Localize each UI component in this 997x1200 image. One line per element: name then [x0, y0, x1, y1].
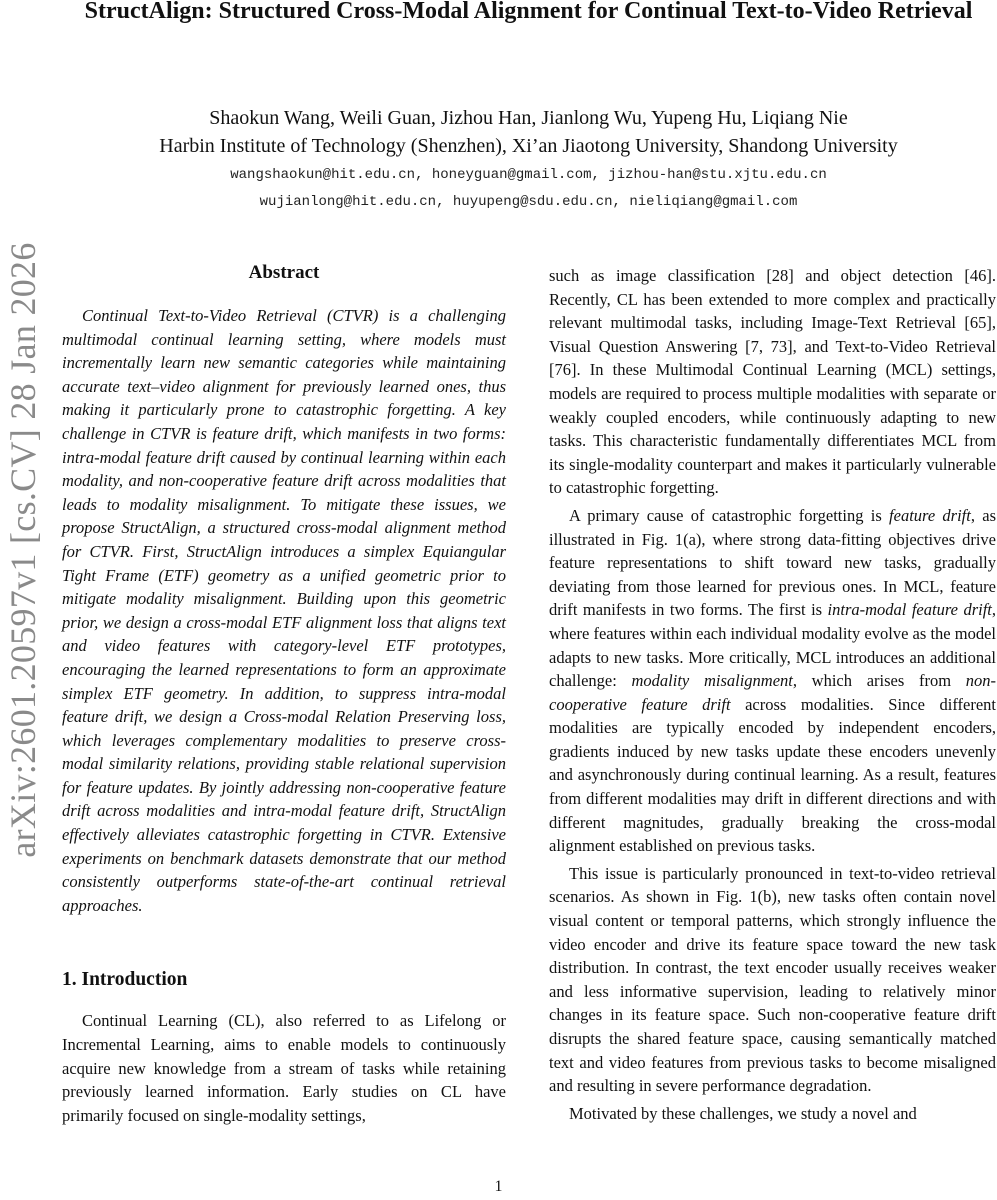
- page-number: 1: [494, 1178, 503, 1195]
- author-block: [60, 104, 997, 160]
- section-heading-introduction: 1. Introduction: [62, 969, 188, 991]
- abstract-text: Continual Text-to-Video Retrieval (CTVR) is a challenging multimodal continual learning setting, where models must incrementally learn new semantic categories while maintaining accurate text–video alignment for previously learned ones, thus making it particularly prone to catastrophic forgetting. A key challenge in CTVR is feature drift, which manifests in two forms: intra-modal feature drift caused by continual learning within each modality, and non-cooperative feature drift across modalities that leads to modality misalignment. To mitigate these issues, we propose StructAlign, a structured cross-modal alignment method for CTVR. First, StructAlign introduces a simplex Equiangular Tight Frame (ETF) geometry as a unified geometric prior to mitigate modality misalignment. Building upon this geometric prior, we design a cross-modal ETF alignment loss that aligns text and video features with category-level ETF prototypes, encouraging the learned representations to form an approximate simplex ETF geometry. In addition, to suppress intra-modal feature drift, we design a Cross-modal Relation Preserving loss, which leverages complementary modalities to preserve cross-modal similarity relations, providing stable relational supervision for feature updates. By jointly addressing non-cooperative feature drift across modalities and intra-modal feature drift, StructAlign effectively alleviates catastrophic forgetting in CTVR. Extensive experiments on benchmark datasets demonstrate that our method consistently outperforms state-of-the-art continual retrieval approaches.: [62, 306, 506, 915]
- emphasis-intra-modal-drift: intra-modal feature drift: [827, 600, 992, 620]
- email-block: [60, 162, 997, 216]
- text-run: , which arises from: [792, 671, 966, 691]
- intro-paragraph-4: This issue is particularly pronounced in text-to-video retrieval scenarios. As shown in Fig. 1(b), new tasks often contain novel visual content or temporal patterns, which strongly influence the video encoder and drive its feature space toward the new task distribution. In contrast, the text encoder usually receives weaker and less informative supervision, leading to relatively minor changes in its feature space. Such non-cooperative feature drift disrupts the shared feature space, causing semantically matched text and video features from previous tasks to become misaligned and resulting in severe performance degradation.: [549, 863, 996, 1096]
- affiliations: Harbin Institute of Technology (Shenzhen), Xi’an Jiaotong University, Shandong University: [159, 135, 898, 157]
- intro-paragraph-3: [549, 504, 996, 858]
- text-run: , where features within each individual modality evolve as the model adapts to new tasks. More critically, MCL introduces an additional challenge:: [549, 600, 996, 691]
- emphasis-feature-drift: feature drift: [889, 505, 971, 525]
- right-column: [549, 264, 996, 1125]
- emphasis-modality-misalignment: modality misalignment: [631, 671, 793, 691]
- arxiv-identifier: arXiv:2601.20597v1 [cs.CV] 28 Jan 2026: [3, 242, 43, 858]
- emphasis-non-cooperative-drift: non-cooperative feature drift: [549, 671, 997, 714]
- emails-line-2: wujianlong@hit.edu.cn, huyupeng@sdu.edu.cn, nieliqiang@gmail.com: [259, 194, 798, 210]
- abstract-heading: Abstract: [248, 262, 320, 283]
- author-names: Shaokun Wang, Weili Guan, Jizhou Han, Jianlong Wu, Yupeng Hu, Liqiang Nie: [209, 107, 848, 129]
- paper-title: StructAlign: Structured Cross-Modal Alignment for Continual Text-to-Video Retrieval: [84, 0, 973, 24]
- text-run: A primary cause of catastrophic forgetting is: [569, 505, 890, 525]
- left-column: [62, 260, 506, 1127]
- intro-paragraph-1: Continual Learning (CL), also referred to as Lifelong or Incremental Learning, aims to enable models to continuously acquire new knowledge from a stream of tasks while retaining previously learned information. Early studies on CL have primarily focused on single-modality settings,: [62, 1011, 506, 1125]
- text-run: , as illustrated in Fig. 1(a), where strong data-fitting objectives drive feature representations to shift toward new tasks, gradually deviating from those learned for previous ones. In MCL, feature drift manifests in two forms. The first is: [549, 505, 997, 620]
- intro-paragraph-2: such as image classification [28] and object detection [46]. Recently, CL has been extended to more complex and practically relevant multimodal tasks, including Image-Text Retrieval [65], Visual Question Answering [7, 73], and Text-to-Video Retrieval [76]. In these Multimodal Continual Learning (MCL) settings, models are required to process multiple modalities with separate or weakly coupled encoders, while continuously adapting to new tasks. This characteristic fundamentally differentiates MCL from its single-modality counterpart and makes it particularly vulnerable to catastrophic forgetting.: [549, 266, 996, 498]
- emails-line-1: wangshaokun@hit.edu.cn, honeyguan@gmail.com, jizhou-han@stu.xjtu.edu.cn: [230, 167, 827, 183]
- text-run: across modalities. Since different modalities are typically encoded by independent encoders, gradients induced by new tasks update these encoders unevenly and asynchronously during continual learning. As a result, features from different modalities may drift in different directions and with different magnitudes, gradually breaking the cross-modal alignment established on previous tasks.: [549, 694, 996, 856]
- intro-paragraph-5: Motivated by these challenges, we study a novel and: [569, 1103, 917, 1123]
